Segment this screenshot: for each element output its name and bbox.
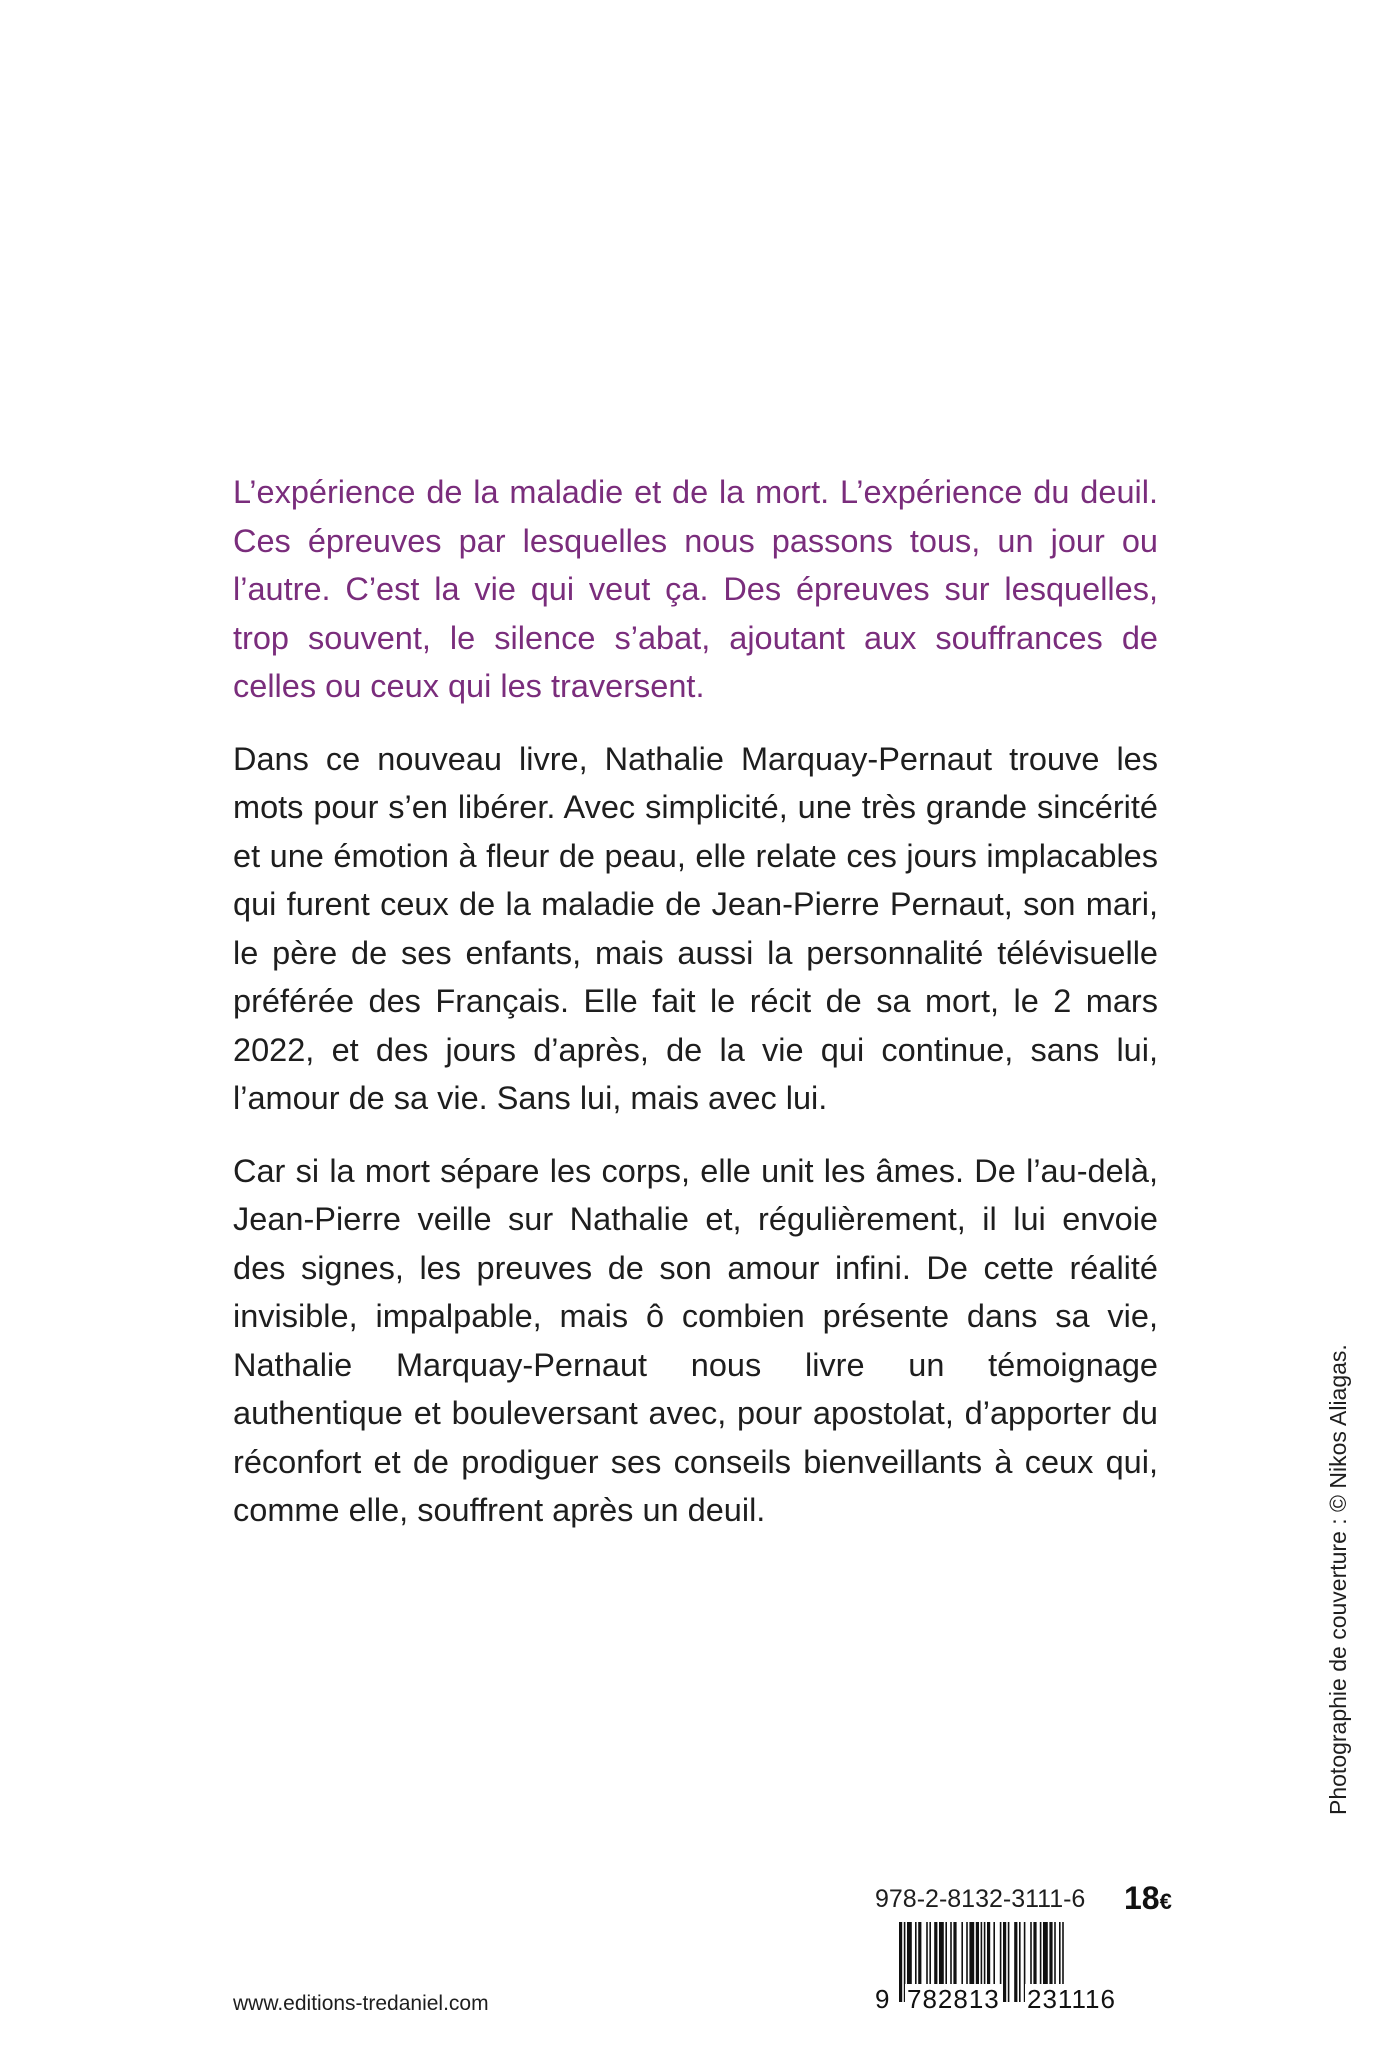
back-cover-blurb — [233, 468, 1158, 1559]
blurb-paragraph-3: Car si la mort sépare les corps, elle unit les âmes. De l’au-delà, Jean-Pierre veille sur Nathalie et, régulièrement, il lui envoie des signes, les preuves de son amour infini. De cette réalité invisible, impalpable, mais ô combien présente dans sa vie, Nathalie Marquay-Pernaut nous livre un témoignage authentique et bouleversant avec, pour apostolat, d’apporter du réconfort et de prodiguer ses conseils bienveillants à ceux qui, comme elle, souffrent après un deuil. — [233, 1152, 1158, 1528]
barcode-digits-left: 782813 — [907, 1984, 1000, 2014]
photo-credit: Photographie de couverture : © Nikos Aliagas. — [1325, 1344, 1351, 1815]
barcode-digits — [875, 1984, 1155, 2014]
barcode-digit-first: 9 — [875, 1984, 891, 2014]
publisher-website: www.editions-tredaniel.com — [233, 1992, 489, 2015]
barcode-digits-right: 231116 — [1027, 1984, 1116, 2014]
blurb-paragraph-lead: L’expérience de la maladie et de la mort. L’expérience du deuil. Ces épreuves par lesquelles nous passons tous, un jour ou l’autre. C’est la vie qui veut ça. Des épreuves sur lesquelles, trop souvent, le silence s’abat, ajoutant aux souffrances de celles ou ceux qui les traversent. — [233, 474, 1158, 704]
isbn-number: 978-2-8132-3111-6 — [875, 1885, 1086, 1913]
price-currency: € — [1159, 1889, 1172, 1914]
blurb-paragraph-2: Dans ce nouveau livre, Nathalie Marquay-Pernaut trouve les mots pour s’en libérer. Avec simplicité, une très grande sincérité et une émotion à fleur de peau, elle relate ces jours implacables qui furent ceux de la maladie de Jean-Pierre Pernaut, son mari, le père de ses enfants, mais aussi la personnalité télévisuelle préférée des Français. Elle fait le récit de sa mort, le 2 mars 2022, et des jours d’après, de la vie qui continue, sans lui, l’amour de sa vie. Sans lui, mais avec lui. — [233, 740, 1158, 1116]
price-amount: 18 — [1124, 1880, 1160, 1916]
price-label — [1124, 1880, 1172, 1917]
